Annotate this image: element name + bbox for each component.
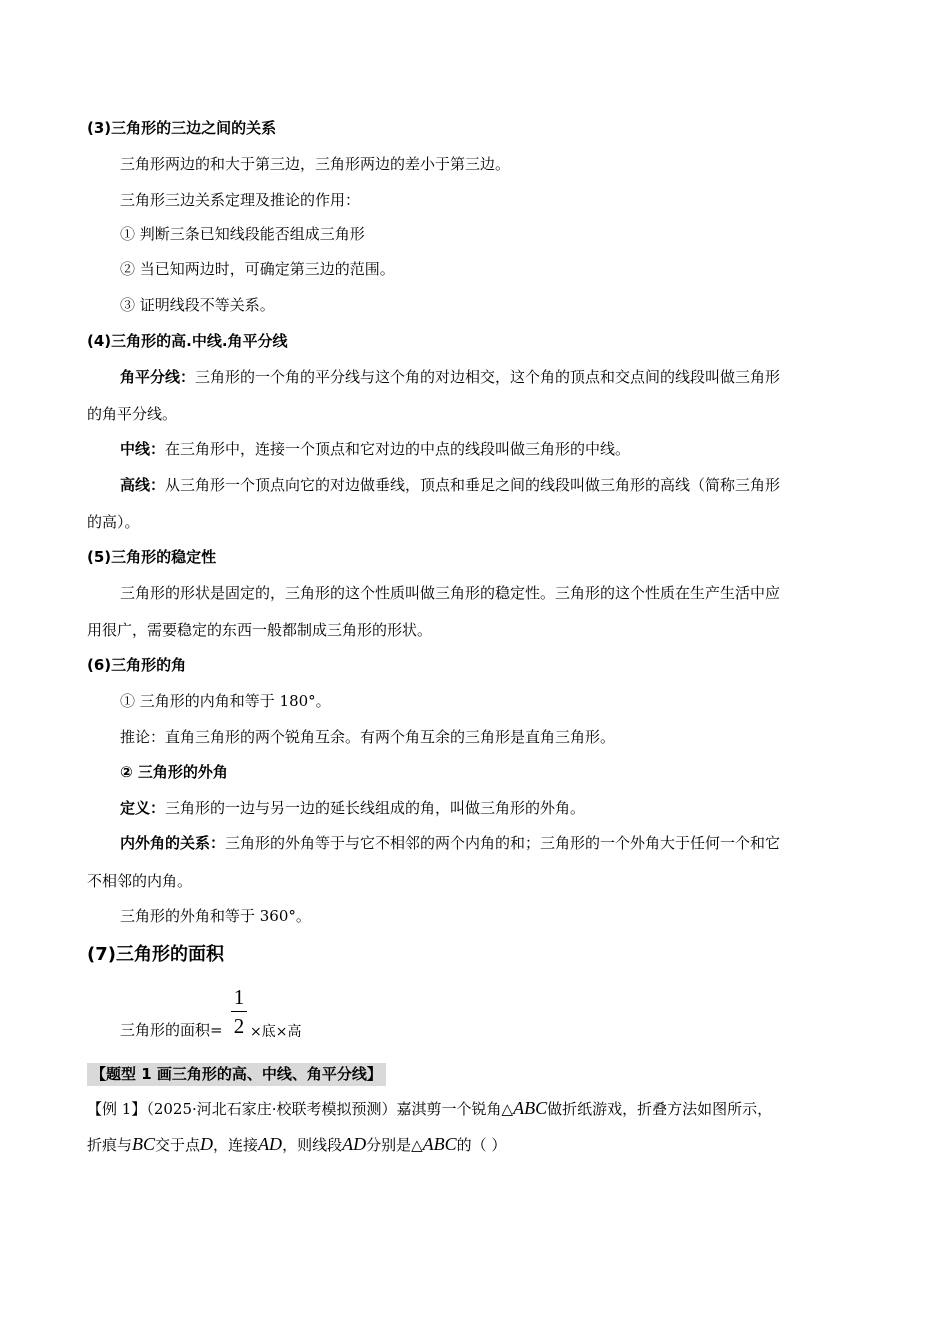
- paragraph: [120, 474, 896, 495]
- term-label: 中线：: [120, 440, 166, 458]
- paragraph: 三角形三边关系定理及推论的作用：: [120, 191, 361, 209]
- fraction-numerator: 1: [233, 985, 245, 1009]
- fraction-denominator: 2: [233, 1014, 245, 1038]
- example-line-2: [87, 1134, 863, 1155]
- math-abc: ABC: [513, 1098, 548, 1118]
- example-text: ，连接: [213, 1136, 259, 1154]
- section-5-title: (5)三角形的稳定性: [87, 548, 217, 566]
- paragraph: [120, 366, 896, 387]
- definition-text: 三角形的外角等于与它不相邻的两个内角的和；三角形的一个外角大于任何一个和它: [225, 834, 781, 852]
- question-type-banner: 【题型 1 画三角形的高、中线、角平分线】: [87, 1063, 386, 1086]
- answer-blank: 的（ ）: [456, 1136, 507, 1154]
- paragraph: 推论：直角三角形的两个锐角互余。有两个角互余的三角形是直角三角形。: [120, 728, 616, 746]
- paragraph-continuation: 的高）。: [87, 513, 140, 531]
- list-item: ③ 证明线段不等关系。: [120, 296, 275, 314]
- term-label: 定义：: [120, 799, 166, 817]
- section-7-title: (7)三角形的面积: [87, 944, 224, 965]
- example-text: 做折纸游戏，折叠方法如图所示，: [547, 1100, 773, 1118]
- section-4-title: (4)三角形的高.中线.角平分线: [87, 332, 288, 350]
- triangle-symbol: △: [501, 1100, 514, 1118]
- example-text: 折痕与: [87, 1136, 133, 1154]
- paragraph: [120, 438, 896, 459]
- term-label: 内外角的关系：: [120, 834, 226, 852]
- term-label: 角平分线：: [120, 368, 196, 386]
- paragraph: [120, 832, 896, 853]
- paragraph: 三角形两边的和大于第三边，三角形两边的差小于第三边。: [120, 155, 511, 173]
- fraction-one-half: [230, 985, 248, 1038]
- example-text: 交于点: [155, 1136, 201, 1154]
- paragraph: 三角形的形状是固定的，三角形的这个性质叫做三角形的稳定性。三角形的这个性质在生产生活中应: [120, 584, 781, 602]
- math-ad: AD: [342, 1134, 367, 1154]
- math-ad: AD: [258, 1134, 283, 1154]
- paragraph: ① 三角形的内角和等于 180°。: [120, 692, 331, 710]
- definition-text: 从三角形一个顶点向它的对边做垂线，顶点和垂足之间的线段叫做三角形的高线（简称三角形: [165, 476, 781, 494]
- list-item: ② 当已知两边时，可确定第三边的范围。: [120, 260, 395, 278]
- paragraph-continuation: 不相邻的内角。: [87, 872, 193, 890]
- section-6-title: (6)三角形的角: [87, 656, 187, 674]
- math-abc: ABC: [422, 1134, 457, 1154]
- subsection-title: ② 三角形的外角: [120, 763, 228, 781]
- triangle-symbol: △: [411, 1136, 423, 1154]
- definition-text: 三角形的一边与另一边的延长线组成的角，叫做三角形的外角。: [165, 799, 586, 817]
- list-item: ① 判断三条已知线段能否组成三角形: [120, 225, 365, 243]
- paragraph: 三角形的外角和等于 360°。: [120, 907, 311, 925]
- example-label: 【例 1】: [87, 1100, 147, 1118]
- example-text: 分别是: [366, 1136, 412, 1154]
- term-label: 高线：: [120, 476, 166, 494]
- example-source: （2025·河北石家庄·校联考模拟预测）嘉淇剪一个锐角: [146, 1100, 502, 1118]
- definition-text: 三角形的一个角的平分线与这个角的对边相交，这个角的顶点和交点间的线段叫做三角形: [195, 368, 781, 386]
- paragraph-continuation: 用很广，需要稳定的东西一般都制成三角形的形状。: [87, 621, 433, 639]
- paragraph-continuation: 的角平分线。: [87, 405, 178, 423]
- section-3-title: (3)三角形的三边之间的关系: [87, 119, 277, 137]
- definition-text: 在三角形中，连接一个顶点和它对边的中点的线段叫做三角形的中线。: [165, 440, 631, 458]
- area-formula-suffix: ×底×高: [250, 1024, 302, 1040]
- math-bc: BC: [132, 1134, 156, 1154]
- example-line-1: [87, 1098, 863, 1119]
- fraction-bar: [231, 1011, 247, 1012]
- area-formula-prefix: 三角形的面积=: [120, 1021, 223, 1039]
- example-text: ，则线段: [282, 1136, 343, 1154]
- paragraph: [120, 797, 896, 818]
- math-d: D: [200, 1134, 214, 1154]
